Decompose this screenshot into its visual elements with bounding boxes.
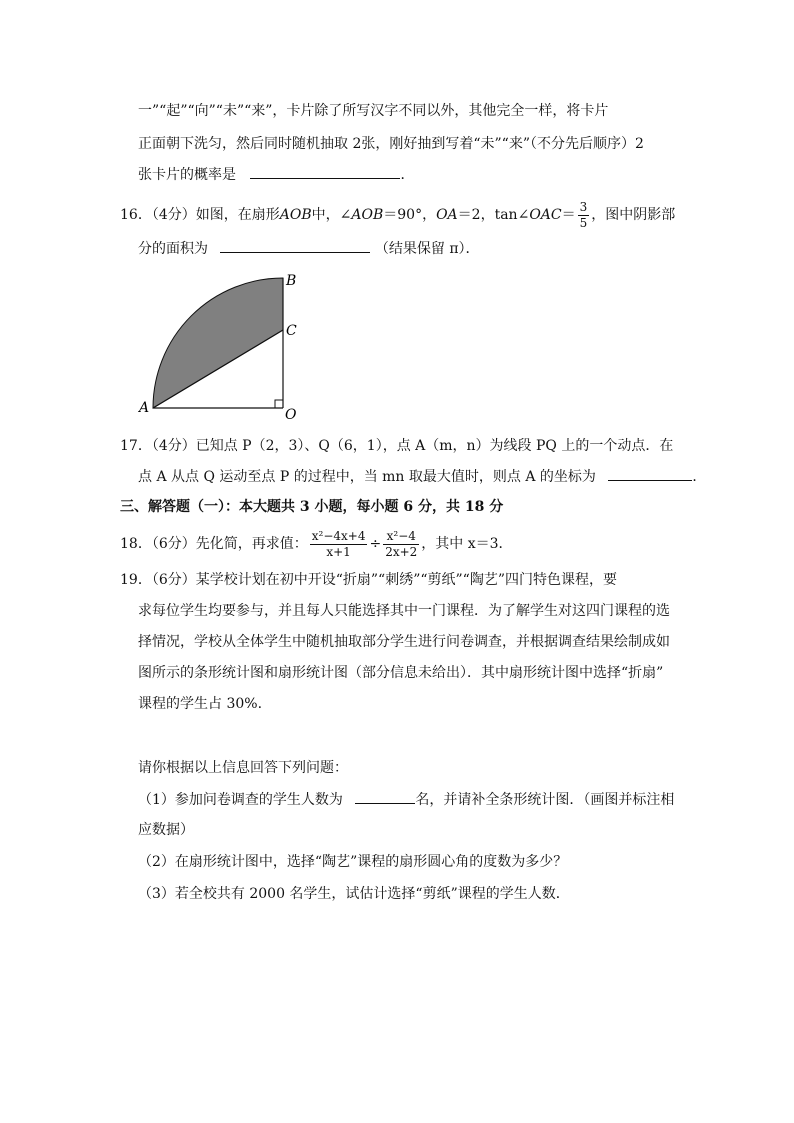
label-o: O — [285, 407, 297, 423]
q15-line-2: 正面朝下洗匀，然后同时随机抽取 2张，刚好抽到写着“未”“来”（不分先后顺序）2 — [138, 136, 644, 152]
q16-frac-num: 3 — [579, 199, 588, 214]
q15-line-3-text: 张卡片的概率是 — [138, 167, 236, 183]
sector-figure — [130, 265, 310, 425]
q16-text-d: ＝2，tan∠ — [457, 207, 530, 223]
q18-fraction-2 — [383, 529, 419, 560]
q19-sub-1-cont: 应数据） — [138, 822, 194, 838]
section-3-title: 三、解答题（一）：本大题共 3 小题，每小题 6 分，共 18 分 — [120, 499, 504, 515]
q16-answer-blank[interactable] — [220, 238, 370, 253]
q16-oac: OAC — [529, 207, 562, 223]
q19-line-1: 19．（6分）某学校计划在初中开设“折扇”“刺绣”“剪纸”“陶艺”四门特色课程，要 — [120, 572, 617, 588]
q16-line-2 — [138, 238, 480, 259]
label-a: A — [139, 400, 150, 416]
q15-line-1: 一”“起”“向”“未”“来”，卡片除了所写汉字不同以外，其他完全一样，将卡片 — [138, 103, 609, 119]
q15-answer-blank[interactable] — [250, 164, 400, 179]
q16-line-2-end: （结果保留 π）． — [374, 241, 480, 257]
q19-line-2: 求每位学生均要参与，并且每人只能选择其中一门课程．为了解学生对这四门课程的选 — [138, 603, 670, 619]
q17-line-2-text: 点 A 从点 Q 运动至点 P 的过程中，当 mn 取最大值时，则点 A 的坐标为 — [138, 469, 596, 485]
q16-text-a: 16．（4分）如图，在扇形 — [120, 207, 280, 223]
label-c: C — [286, 323, 297, 339]
q19-sub-1-text-a: （1）参加问卷调查的学生人数为 — [138, 792, 343, 808]
q16-frac-den: 5 — [579, 215, 588, 230]
q16-text-c: ＝90°， — [383, 207, 437, 223]
q18-f1-num: x²−4x+4 — [311, 528, 366, 543]
q19-sub-3: （3）若全校共有 2000 名学生，试估计选择“剪纸”课程的学生人数． — [138, 886, 570, 902]
q19-sub-2: （2）在扇形统计图中，选择“陶艺”课程的扇形圆心角的度数为多少？ — [138, 854, 568, 870]
q19-prompt: 请你根据以上信息回答下列问题： — [138, 760, 348, 776]
q16-line-1 — [120, 198, 675, 232]
q16-oa: OA — [436, 207, 458, 223]
q18-f1-den: x+1 — [326, 544, 351, 559]
q16-aob-2: AOB — [351, 207, 384, 223]
q18-f2-num: x²−4 — [383, 529, 419, 545]
q17-line-1: 17．（4分）已知点 P（2，3）、Q（6，1），点 A（m，n）为线段 PQ 上的一个动点．在 — [120, 438, 674, 454]
q16-line-2-text: 分的面积为 — [138, 241, 208, 257]
right-angle-mark — [275, 400, 283, 408]
q17-line-2-end: ． — [692, 469, 707, 485]
q16-text-b: 中，∠ — [311, 207, 352, 223]
q18-f2-den: 2x+2 — [385, 544, 418, 559]
q17-answer-blank[interactable] — [608, 466, 692, 481]
q19-line-3: 择情况，学校从全体学生中随机抽取部分学生进行问卷调查，并根据调查结果绘制成如 — [138, 634, 670, 650]
q18-operator: ÷ — [369, 536, 382, 552]
q15-line-3-end: ． — [400, 167, 415, 183]
q16-aob: AOB — [279, 207, 312, 223]
q16-text-f: ，图中阴影部 — [591, 207, 676, 223]
q16-text-e: ＝ — [561, 207, 576, 223]
q19-line-4: 图所示的条形统计图和扇形统计图（部分信息未给出）．其中扇形统计图中选择“折扇” — [138, 665, 664, 681]
q18-line — [120, 526, 513, 562]
q19-sub-1-text-b: 名，并请补全条形统计图．（画图并标注相 — [415, 792, 675, 808]
q19-answer-blank[interactable] — [355, 789, 415, 804]
q19-line-5: 课程的学生占 30%. — [138, 696, 263, 712]
q17-line-2 — [138, 466, 706, 487]
q19-sub-1 — [138, 789, 674, 810]
shaded-region — [153, 278, 283, 408]
q15-line-3 — [138, 164, 414, 185]
q16-fraction — [578, 200, 590, 231]
label-b: B — [286, 273, 297, 289]
q18-suffix: ，其中 x＝3． — [421, 536, 513, 552]
q18-prefix: 18．（6分）先化简，再求值： — [120, 536, 308, 552]
q18-fraction-1 — [310, 529, 368, 560]
